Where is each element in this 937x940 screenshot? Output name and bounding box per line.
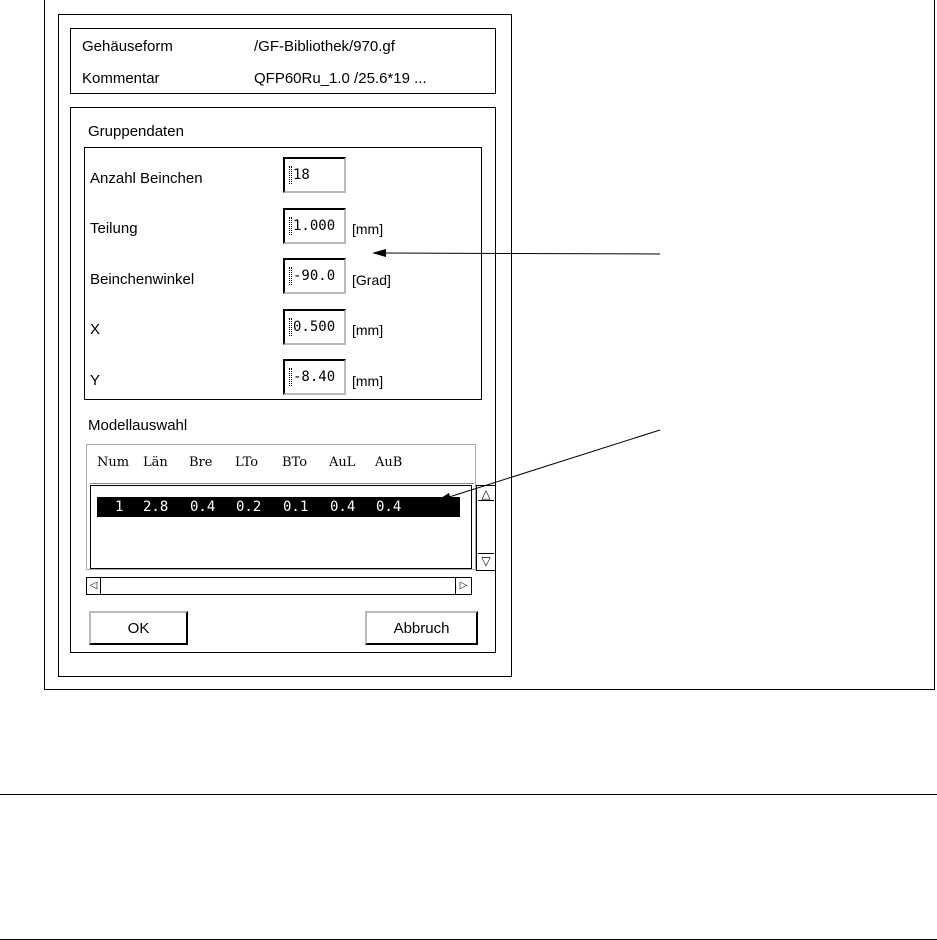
teilung-value: 1.000: [293, 218, 336, 234]
callout-line-list: [446, 430, 660, 498]
column-header-num[interactable]: Num: [97, 455, 130, 470]
y-value: -8.40: [293, 369, 336, 385]
gehaeuseform-label: Gehäuseform: [82, 38, 173, 55]
column-header-aub[interactable]: AuB: [375, 455, 403, 470]
column-header-bto[interactable]: BTo: [282, 455, 308, 470]
kommentar-label: Kommentar: [82, 70, 160, 87]
kommentar-value: QFP60Ru_1.0 /25.6*19 ...: [254, 70, 427, 87]
x-label: X: [90, 321, 101, 338]
arrow-head-icon: [436, 493, 451, 501]
group-title: Gruppendaten: [88, 123, 184, 140]
cell-num: 1: [115, 499, 124, 515]
cancel-button[interactable]: Abbruch: [365, 611, 478, 645]
divider-top: [0, 794, 937, 795]
cell-laen: 2.8: [143, 499, 169, 515]
y-unit: [mm]: [352, 373, 384, 389]
column-header-aul[interactable]: AuL: [329, 455, 356, 470]
cell-lto: 0.2: [236, 499, 262, 515]
callout-line-fields: [382, 253, 660, 254]
teilung-label: Teilung: [90, 220, 138, 237]
cell-bre: 0.4: [190, 499, 216, 515]
column-header-laen[interactable]: Län: [143, 455, 168, 470]
x-unit: [mm]: [352, 322, 384, 338]
y-label: Y: [90, 372, 101, 389]
cell-aub: 0.4: [376, 499, 402, 515]
beinchenwinkel-unit: [Grad]: [352, 272, 391, 288]
cell-bto: 0.1: [283, 499, 309, 515]
anzahl-beinchen-label: Anzahl Beinchen: [90, 170, 203, 187]
gehaeuseform-value: /GF-Bibliothek/970.gf: [254, 38, 395, 55]
teilung-unit: [mm]: [352, 221, 384, 237]
arrow-head-icon: [372, 249, 386, 257]
cell-aul: 0.4: [330, 499, 356, 515]
ok-button[interactable]: OK: [89, 611, 188, 645]
x-value: 0.500: [293, 319, 336, 335]
scroll-down-icon[interactable]: ▽: [481, 554, 491, 568]
beinchenwinkel-value: -90.0: [293, 268, 336, 284]
anzahl-beinchen-value: 18: [293, 167, 310, 183]
beinchenwinkel-label: Beinchenwinkel: [90, 271, 195, 288]
column-header-bre[interactable]: Bre: [189, 455, 213, 470]
model-title: Modellauswahl: [88, 417, 188, 434]
scroll-up-icon[interactable]: △: [478, 487, 494, 501]
scroll-left-icon[interactable]: ◁: [87, 578, 101, 594]
column-header-lto[interactable]: LTo: [235, 455, 259, 470]
scroll-right-icon[interactable]: ▷: [455, 578, 471, 594]
